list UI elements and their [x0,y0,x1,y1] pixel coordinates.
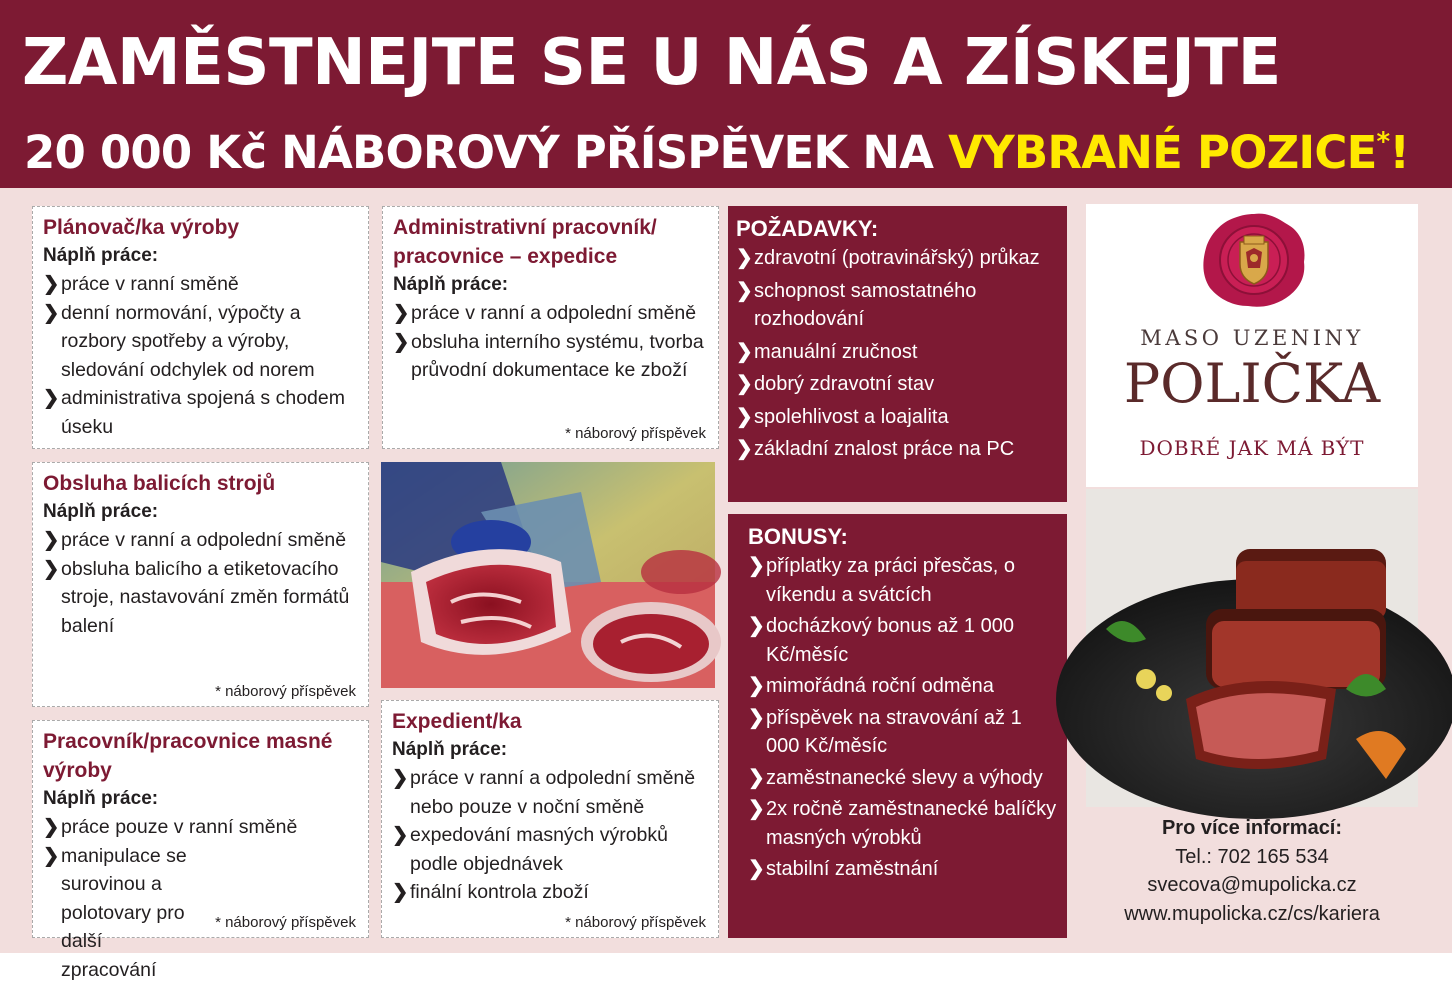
chevron-right-icon: ❯ [393,299,409,328]
job-title: Administrativní pracovník/ pracovnice – expedice [393,213,708,271]
list-item: ❯ stabilní zaměstnání [748,855,1059,884]
list-item: ❯ příplatky za práci přesčas, o víkendu a svátcích [748,552,1059,609]
logo-slogan: DOBRÉ JAK MÁ BÝT [1086,436,1418,460]
chevron-right-icon: ❯ [736,244,753,273]
chevron-right-icon: ❯ [748,672,765,701]
list-item: ❯ práce v ranní směně [43,270,358,299]
job-subtitle: Náplň práce: [43,242,358,270]
list-item: ❯ obsluha interního systému, tvorba průvodní dokumentace ke zboží [393,328,708,385]
job-subtitle: Náplň práce: [392,736,708,764]
chevron-right-icon: ❯ [748,855,765,884]
job-card-planner [32,206,369,449]
chevron-right-icon: ❯ [43,270,59,299]
contact-title: Pro více informací: [1086,814,1418,843]
recruitment-bonus-note: * náborový příspěvek [215,914,356,931]
headline-exclamation: ! [1389,126,1409,179]
list-item: ❯ finální kontrola zboží [392,878,708,907]
list-item: ❯ práce v ranní a odpolední směně nebo pouze v noční směně [392,764,708,821]
contact-email-link[interactable]: svecova@mupolicka.cz [1086,871,1418,900]
list-item: ❯ základní znalost práce na PC [736,435,1059,464]
recruitment-bonus-note: * náborový příspěvek [565,914,706,931]
headline-asterisk: * [1377,127,1390,157]
requirements-title: POŽADAVKY: [736,214,1059,244]
list-item: ❯ spolehlivost a loajalita [736,403,1059,432]
chevron-right-icon: ❯ [43,813,59,842]
job-card-dispatcher [381,700,719,938]
header-banner [0,0,1452,188]
chevron-right-icon: ❯ [736,403,753,432]
job-title: Obsluha balicích strojů [43,469,358,498]
bonuses-panel [728,514,1067,938]
chevron-right-icon: ❯ [736,277,753,306]
recruitment-bonus-note: * náborový příspěvek [215,683,356,700]
list-item: ❯ práce pouze v ranní směně [43,813,358,842]
job-subtitle: Náplň práce: [43,498,358,526]
list-item: ❯ docházkový bonus až 1 000 Kč/měsíc [748,612,1059,669]
list-item: ❯ administrativa spojená s chodem úseku [43,384,358,441]
job-card-meat-production [32,720,369,938]
job-duties-list [43,270,358,441]
chevron-right-icon: ❯ [43,555,59,584]
chevron-right-icon: ❯ [748,612,765,641]
chevron-right-icon: ❯ [43,842,59,871]
list-item: ❯ dobrý zdravotní stav [736,370,1059,399]
chevron-right-icon: ❯ [392,878,408,907]
logo-tagline-top: MASO UZENINY [1086,326,1418,350]
chevron-right-icon: ❯ [748,795,765,824]
headline-line2-highlight: VYBRANÉ POZICE [948,126,1376,179]
chevron-right-icon: ❯ [392,821,408,850]
chevron-right-icon: ❯ [43,526,59,555]
chevron-right-icon: ❯ [736,338,753,367]
job-title: Pracovník/pracovnice masné výroby [43,727,358,785]
job-subtitle: Náplň práce: [43,785,358,813]
recruitment-bonus-note: * náborový příspěvek [565,425,706,442]
headline-line2-white: 20 000 Kč NÁBOROVÝ PŘÍSPĚVEK NA [24,126,948,179]
requirements-panel [728,206,1067,502]
chevron-right-icon: ❯ [393,328,409,357]
list-item: ❯ příspěvek na stravování až 1 000 Kč/měsíc [748,704,1059,761]
headline-line2 [24,114,1434,181]
chevron-right-icon: ❯ [43,299,59,328]
list-item: ❯ práce v ranní a odpolední směně [43,526,358,555]
list-item: ❯ expedování masných výrobků podle objednávek [392,821,708,878]
list-item: ❯ manipulace se surovinou a polotovary pro další zpracování [43,842,358,984]
chevron-right-icon: ❯ [736,435,753,464]
list-item: ❯ 2x ročně zaměstnanecké balíčky masných výrobků [748,795,1059,852]
job-title: Plánovač/ka výroby [43,213,358,242]
logo-wordmark: POLIČKA [1086,352,1418,415]
job-duties-list [43,526,358,640]
list-item: ❯ mimořádná roční odměna [748,672,1059,701]
meat-cutting-illustration [381,462,715,688]
list-item: ❯ denní normování, výpočty a rozbory spotřeby a výroby, sledování odchylek od norem [43,299,358,385]
list-item: ❯ práce v ranní a odpolední směně [393,299,708,328]
list-item: ❯ schopnost samostatného rozhodování [736,277,1059,334]
wax-seal-icon [1198,210,1310,310]
job-duties-list [393,299,708,385]
job-duties-list [392,764,708,907]
steak-illustration [1086,489,1418,807]
chevron-right-icon: ❯ [392,764,408,793]
list-item: ❯ zaměstnanecké slevy a výhody [748,764,1059,793]
job-duties-list [43,813,358,984]
meat-cutting-photo [381,462,715,688]
list-item: ❯ manuální zručnost [736,338,1059,367]
contact-phone[interactable]: Tel.: 702 165 534 [1086,843,1418,872]
chevron-right-icon: ❯ [43,384,59,413]
list-item: ❯ zdravotní (potravinářský) průkaz [736,244,1059,273]
chevron-right-icon: ❯ [748,764,765,793]
chevron-right-icon: ❯ [748,704,765,733]
steak-photo [1086,489,1418,807]
contact-block [1086,814,1418,928]
job-title: Expedient/ka [392,707,708,736]
chevron-right-icon: ❯ [736,370,753,399]
chevron-right-icon: ❯ [748,552,765,581]
job-subtitle: Náplň práce: [393,271,708,299]
headline-line1: ZAMĚSTNEJTE SE U NÁS A ZÍSKEJTE [22,24,1432,102]
job-card-admin-expedition [382,206,719,449]
list-item: ❯ obsluha balicího a etiketovacího stroje, nastavování změn formátů balení [43,555,358,641]
bonuses-title: BONUSY: [748,522,1059,552]
contact-web-link[interactable]: www.mupolicka.cz/cs/kariera [1086,900,1418,929]
job-card-packing [32,462,369,707]
requirements-list [736,244,1059,464]
bonuses-list [748,552,1059,884]
brand-logo [1086,204,1418,487]
